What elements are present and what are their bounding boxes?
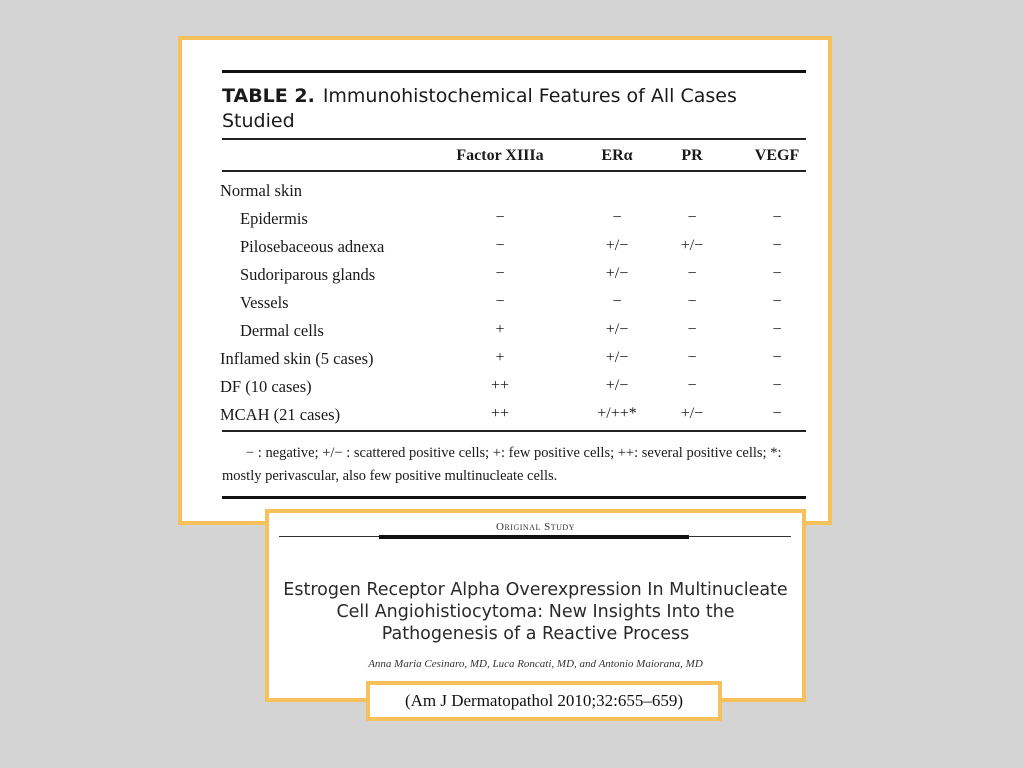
section-label: Original Study bbox=[496, 521, 575, 533]
row-label: DF (10 cases) bbox=[220, 377, 312, 396]
table-end-rule bbox=[222, 496, 806, 499]
table-cell: +/− bbox=[605, 237, 629, 254]
table-cell: − bbox=[772, 377, 782, 394]
table-cell: ++ bbox=[490, 377, 510, 394]
table-cell: − bbox=[495, 293, 505, 310]
row-label: Dermal cells bbox=[240, 321, 324, 340]
table-cell: − bbox=[495, 209, 505, 226]
table-cell: − bbox=[495, 237, 505, 254]
table-cell: − bbox=[772, 237, 782, 254]
table-cell: + bbox=[495, 349, 505, 366]
table-bottom-rule bbox=[222, 430, 806, 432]
table-label: TABLE 2. bbox=[222, 85, 315, 107]
table-panel bbox=[178, 36, 832, 525]
table-cell: +/++* bbox=[597, 405, 637, 422]
section-rule-thick bbox=[379, 535, 689, 539]
table-cell: − bbox=[495, 265, 505, 282]
table-cell: + bbox=[495, 321, 505, 338]
row-label: Normal skin bbox=[220, 181, 303, 200]
row-label: Vessels bbox=[240, 293, 289, 312]
row-label: MCAH (21 cases) bbox=[220, 405, 341, 424]
table-header-top-rule bbox=[222, 138, 806, 140]
table-cell: +/− bbox=[605, 321, 629, 338]
table-cell: +/− bbox=[605, 349, 629, 366]
row-label: Pilosebaceous adnexa bbox=[240, 237, 385, 256]
article-title-line: Pathogenesis of a Reactive Process bbox=[381, 624, 690, 644]
article-title-line: Estrogen Receptor Alpha Overexpression In Multinucleate bbox=[283, 580, 788, 600]
table-cell: − bbox=[687, 377, 697, 394]
table-cell: − bbox=[772, 209, 782, 226]
table-footnote bbox=[222, 442, 806, 488]
table-cell: − bbox=[772, 293, 782, 310]
row-label: Inflamed skin (5 cases) bbox=[220, 349, 374, 368]
table-cell: +/− bbox=[605, 265, 629, 282]
table-cell: − bbox=[687, 209, 697, 226]
table-cell: − bbox=[772, 265, 782, 282]
table-cell: ++ bbox=[490, 405, 510, 422]
table-header-bottom-rule bbox=[222, 170, 806, 172]
table-cell: − bbox=[687, 349, 697, 366]
table-cell: +/− bbox=[605, 377, 629, 394]
col-header-factor-xiiia: Factor XIIIa bbox=[456, 147, 544, 164]
table-cell: − bbox=[772, 321, 782, 338]
table-cell: − bbox=[612, 209, 622, 226]
table-caption: Immunohistochemical Features of All Cases Studied bbox=[222, 85, 737, 132]
table-top-rule bbox=[222, 70, 806, 73]
table-cell: − bbox=[687, 293, 697, 310]
table-cell: +/− bbox=[680, 405, 704, 422]
article-panel bbox=[265, 509, 806, 702]
table-cell: − bbox=[772, 349, 782, 366]
article-title bbox=[269, 579, 802, 645]
col-header-era: ERα bbox=[601, 147, 633, 164]
citation-box: (Am J Dermatopathol 2010;32:655–659) bbox=[366, 681, 722, 721]
row-label: Epidermis bbox=[240, 209, 308, 228]
table-cell: − bbox=[687, 321, 697, 338]
table-cell: − bbox=[687, 265, 697, 282]
article-authors: Anna Maria Cesinaro, MD, Luca Roncati, MD, and Antonio Maiorana, MD bbox=[368, 658, 703, 670]
footnote-text: − : negative; +/− : scattered positive cells; +: few positive cells; ++: several positive cells; *: mostly perivascular, also few positive multinucleate cells. bbox=[222, 445, 782, 484]
article-title-line: Cell Angiohistiocytoma: New Insights Into the bbox=[336, 602, 735, 622]
col-header-pr: PR bbox=[681, 147, 703, 164]
col-header-vegf: VEGF bbox=[754, 147, 800, 164]
table-cell: +/− bbox=[680, 237, 704, 254]
row-label: Sudoriparous glands bbox=[240, 265, 376, 284]
table-title bbox=[222, 84, 782, 134]
table-cell: − bbox=[612, 293, 622, 310]
table-cell: − bbox=[772, 405, 782, 422]
